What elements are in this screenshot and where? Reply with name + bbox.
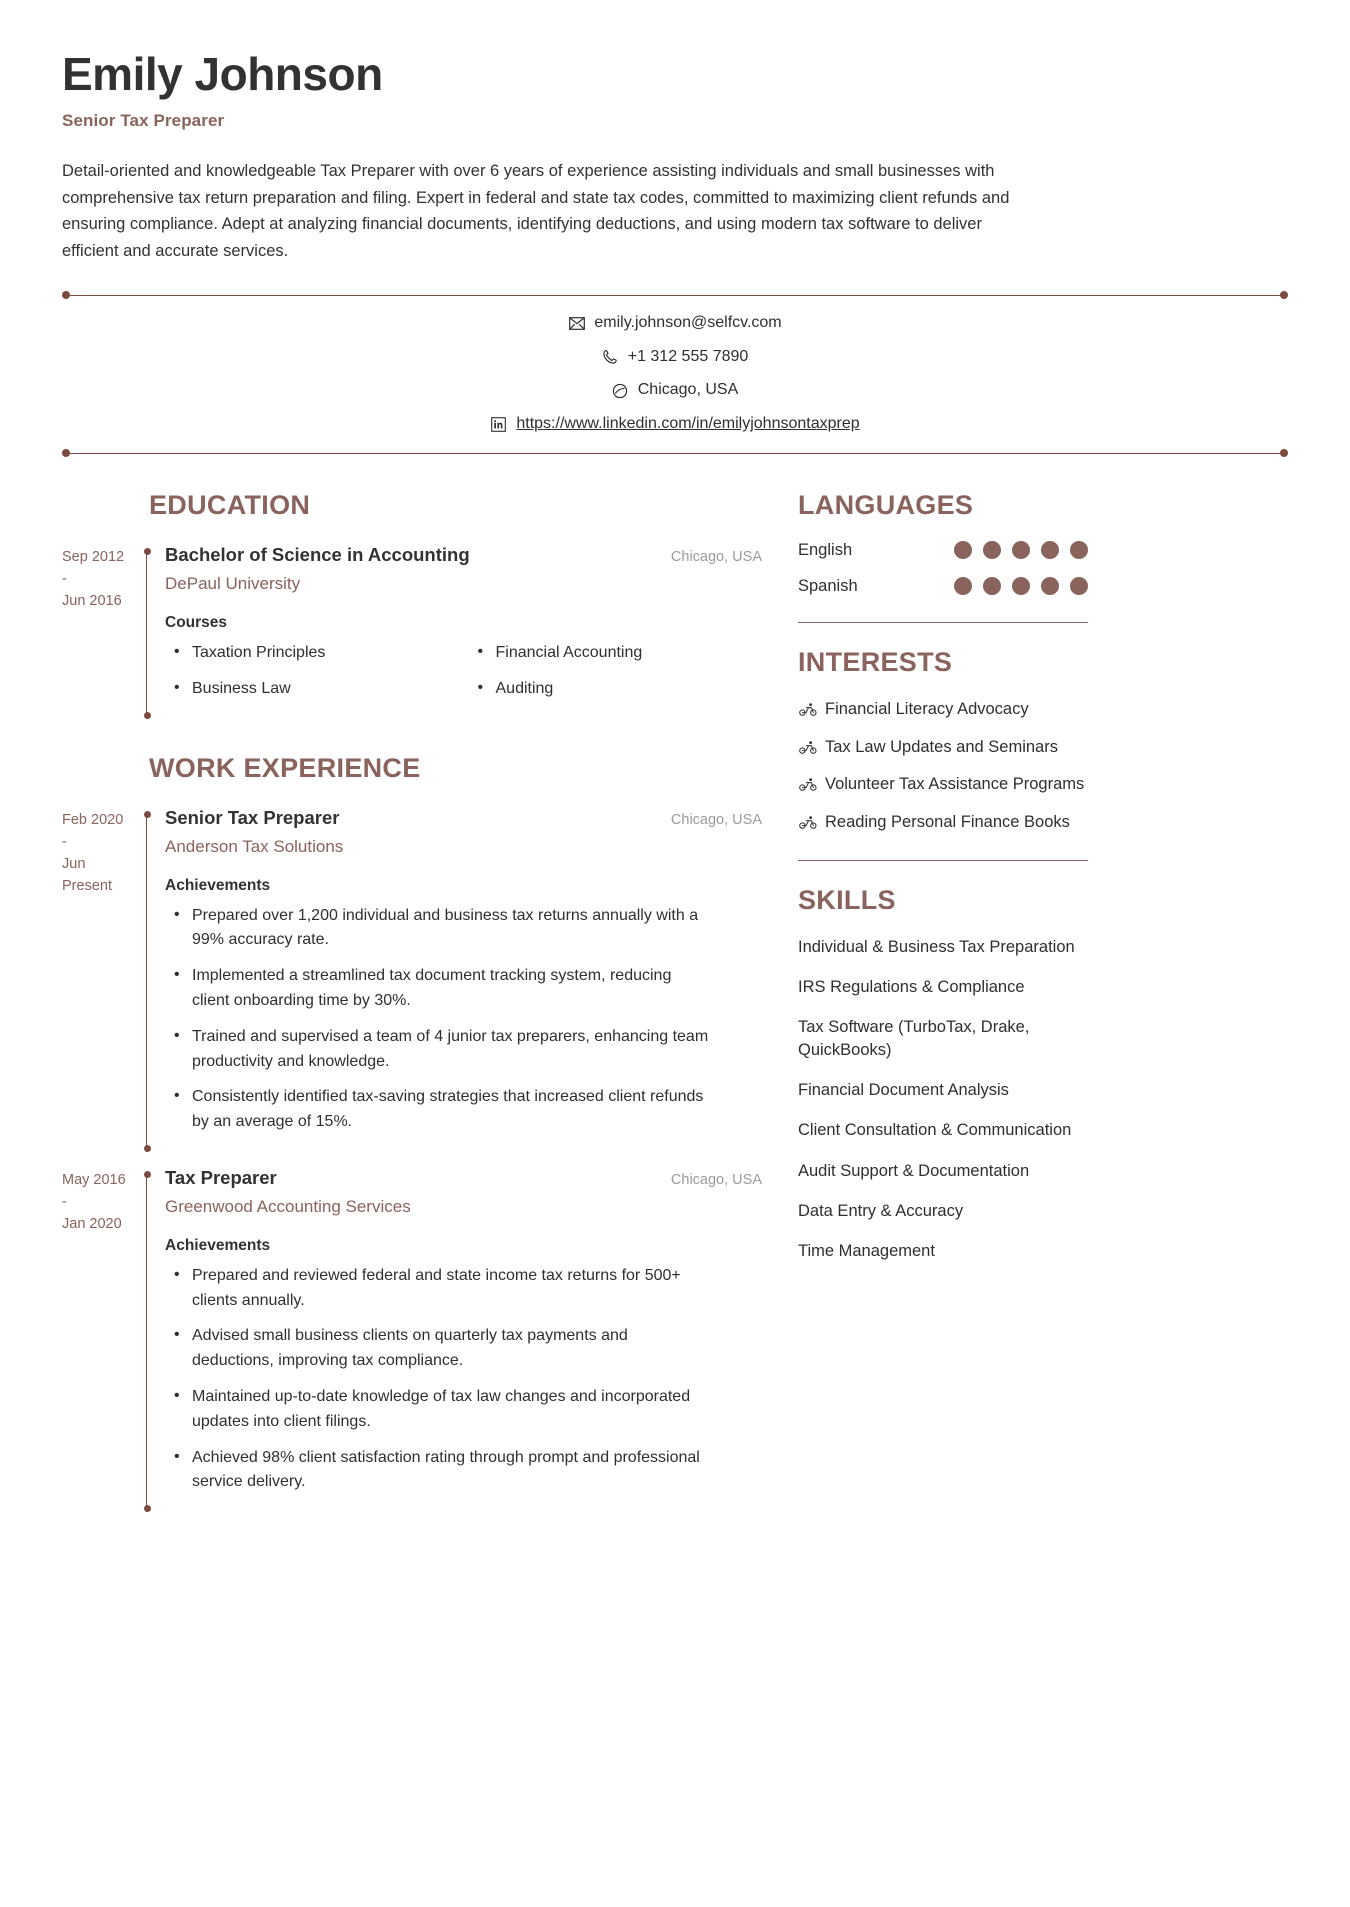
company-name: Anderson Tax Solutions xyxy=(165,836,344,856)
course-item: • Financial Accounting xyxy=(469,641,763,666)
achievements-label: Achievements xyxy=(165,1236,271,1254)
course-item: • Auditing xyxy=(469,677,763,702)
resume-body xyxy=(62,490,1288,1512)
language-row xyxy=(798,541,1088,560)
date-end-2: Present xyxy=(62,877,112,894)
achievement-item: • Maintained up-to-date knowledge of tax law changes and incorporated updates into client filings. xyxy=(165,1385,710,1435)
level-dot xyxy=(954,577,972,595)
skills-section-title: SKILLS xyxy=(798,885,896,916)
skill-item: IRS Regulations & Compliance xyxy=(798,978,1025,997)
job-position: Senior Tax Preparer xyxy=(165,806,340,828)
language-level-dots xyxy=(954,541,1088,559)
contact-email-text: emily.johnson@selfcv.com xyxy=(594,313,782,331)
work-entry-content xyxy=(165,806,762,1152)
contact-list xyxy=(62,296,1288,453)
achievement-item: • Consistently identified tax-saving strategies that increased client refunds by an average of 15%. xyxy=(165,1085,710,1135)
level-dot xyxy=(1012,577,1030,595)
job-location: Chicago, USA xyxy=(670,811,762,828)
achievement-item: • Prepared and reviewed federal and state income tax returns for 500+ clients annually. xyxy=(165,1264,710,1314)
achievement-item: • Achieved 98% client satisfaction rating through prompt and professional service delivery. xyxy=(165,1446,710,1496)
skill-item: Audit Support & Documentation xyxy=(798,1161,1030,1180)
contact-divider-bottom xyxy=(64,453,1286,454)
language-row xyxy=(798,577,1088,596)
professional-summary: Detail-oriented and knowledgeable Tax Preparer with over 6 years of experience assisting individuals and small businesses with comprehensive tax return preparation and filing. Expert in federal and state tax codes, committed to maximizing client refunds and ensuring compliance. Adept at analyzing financial documents, identifying deductions, and using modern tax software to deliver efficient and accurate services. xyxy=(62,161,1010,261)
bicycle-icon xyxy=(798,700,817,719)
courses-label: Courses xyxy=(165,613,228,631)
date-separator: - xyxy=(62,1193,67,1210)
interest-label: Reading Personal Finance Books xyxy=(825,813,1070,832)
level-dot xyxy=(954,541,972,559)
work-section-title: WORK EXPERIENCE xyxy=(149,752,421,783)
date-separator: - xyxy=(62,833,67,850)
date-separator: - xyxy=(62,570,67,587)
achievements-list xyxy=(165,904,762,1135)
envelope-icon xyxy=(568,315,585,332)
skill-item: Time Management xyxy=(798,1241,935,1260)
languages-section xyxy=(798,490,1088,596)
job-location: Chicago, USA xyxy=(670,1171,762,1188)
education-location: Chicago, USA xyxy=(670,548,762,565)
contact-email[interactable] xyxy=(62,313,1288,334)
timeline-marker xyxy=(144,806,149,1152)
contact-block xyxy=(62,295,1288,454)
language-name: English xyxy=(798,540,853,559)
candidate-name: Emily Johnson xyxy=(62,48,383,100)
language-name: Spanish xyxy=(798,576,858,595)
education-entry-dates xyxy=(62,543,144,719)
work-experience-section xyxy=(62,753,762,1513)
interest-label: Financial Literacy Advocacy xyxy=(825,699,1029,718)
timeline-line xyxy=(146,1174,147,1512)
achievement-item: • Implemented a streamlined tax document tracking system, reducing client onboarding time by 30%. xyxy=(165,964,710,1014)
sidebar-divider xyxy=(798,860,1088,861)
contact-phone-text: +1 312 555 7890 xyxy=(627,347,749,365)
level-dot xyxy=(1070,577,1088,595)
education-entry xyxy=(62,543,762,719)
education-entry-header xyxy=(165,543,762,567)
interest-row xyxy=(798,736,1088,759)
linkedin-icon xyxy=(490,416,507,433)
work-entry-dates xyxy=(62,806,144,1152)
date-start: May 2016 xyxy=(62,1171,126,1188)
timeline-dot-bottom xyxy=(144,1505,151,1512)
work-entry-header xyxy=(165,1166,762,1190)
skill-item: Individual & Business Tax Preparation xyxy=(798,938,1075,957)
achievement-item: • Trained and supervised a team of 4 junior tax preparers, enhancing team productivity and knowledge. xyxy=(165,1025,710,1075)
date-start: Sep 2012 xyxy=(62,548,125,565)
courses-list xyxy=(165,641,762,713)
work-entry-content xyxy=(165,1166,762,1512)
work-entry-dates xyxy=(62,1166,144,1512)
bicycle-icon xyxy=(798,775,817,794)
level-dot xyxy=(983,541,1001,559)
skills-section xyxy=(798,885,1088,1263)
level-dot xyxy=(983,577,1001,595)
language-level-dots xyxy=(954,577,1088,595)
bicycle-icon xyxy=(798,738,817,757)
interests-section xyxy=(798,647,1088,834)
school-name: DePaul University xyxy=(165,574,301,593)
date-end: Jun xyxy=(62,855,86,872)
course-item: • Taxation Principles xyxy=(165,641,459,666)
skill-item: Tax Software (TurboTax, Drake, QuickBooks) xyxy=(798,1018,1030,1060)
skill-item: Client Consultation & Communication xyxy=(798,1121,1072,1140)
contact-linkedin[interactable] xyxy=(62,414,1288,435)
contact-linkedin-text[interactable]: https://www.linkedin.com/in/emilyjohnsontaxprep xyxy=(516,415,860,433)
phone-icon xyxy=(602,348,619,365)
location-pin-icon xyxy=(612,382,629,399)
achievements-list xyxy=(165,1264,762,1495)
level-dot xyxy=(1070,541,1088,559)
achievements-label: Achievements xyxy=(165,876,271,894)
contact-divider-top xyxy=(64,295,1286,296)
candidate-job-title: Senior Tax Preparer xyxy=(62,110,225,130)
skill-item: Data Entry & Accuracy xyxy=(798,1201,964,1220)
level-dot xyxy=(1012,541,1030,559)
work-entry xyxy=(62,806,762,1152)
education-section-title: EDUCATION xyxy=(149,489,311,520)
degree-title: Bachelor of Science in Accounting xyxy=(165,543,470,565)
date-end: Jun 2016 xyxy=(62,593,122,610)
timeline-line xyxy=(146,814,147,1152)
interest-row xyxy=(798,811,1088,834)
interest-label: Volunteer Tax Assistance Programs xyxy=(825,775,1085,794)
level-dot xyxy=(1041,541,1059,559)
work-entry xyxy=(62,1166,762,1512)
contact-location xyxy=(62,380,1288,401)
bicycle-icon xyxy=(798,813,817,832)
achievement-item: • Prepared over 1,200 individual and business tax returns annually with a 99% accuracy rate. xyxy=(165,904,710,954)
main-column xyxy=(62,490,762,1512)
timeline-line xyxy=(146,551,147,719)
date-start: Feb 2020 xyxy=(62,811,124,828)
sidebar-divider xyxy=(798,622,1088,623)
interest-row xyxy=(798,698,1088,721)
work-entry-header xyxy=(165,806,762,830)
timeline-marker xyxy=(144,543,149,719)
interest-row xyxy=(798,773,1088,796)
education-entry-content xyxy=(165,543,762,719)
sidebar-column xyxy=(798,490,1088,1269)
timeline-dot-bottom xyxy=(144,712,151,719)
timeline-marker xyxy=(144,1166,149,1512)
interests-section-title: INTERESTS xyxy=(798,646,953,677)
job-position: Tax Preparer xyxy=(165,1166,277,1188)
languages-section-title: LANGUAGES xyxy=(798,489,974,520)
achievement-item: • Advised small business clients on quarterly tax payments and deductions, improving tax compliance. xyxy=(165,1324,710,1374)
contact-phone[interactable] xyxy=(62,347,1288,368)
company-name: Greenwood Accounting Services xyxy=(165,1196,411,1216)
course-item: • Business Law xyxy=(165,677,459,702)
contact-location-text: Chicago, USA xyxy=(637,381,739,399)
skill-item: Financial Document Analysis xyxy=(798,1081,1009,1100)
interest-label: Tax Law Updates and Seminars xyxy=(825,737,1058,756)
timeline-dot-bottom xyxy=(144,1145,151,1152)
resume-header xyxy=(62,0,1288,265)
level-dot xyxy=(1041,577,1059,595)
date-end: Jan 2020 xyxy=(62,1215,122,1232)
education-section xyxy=(62,490,762,719)
